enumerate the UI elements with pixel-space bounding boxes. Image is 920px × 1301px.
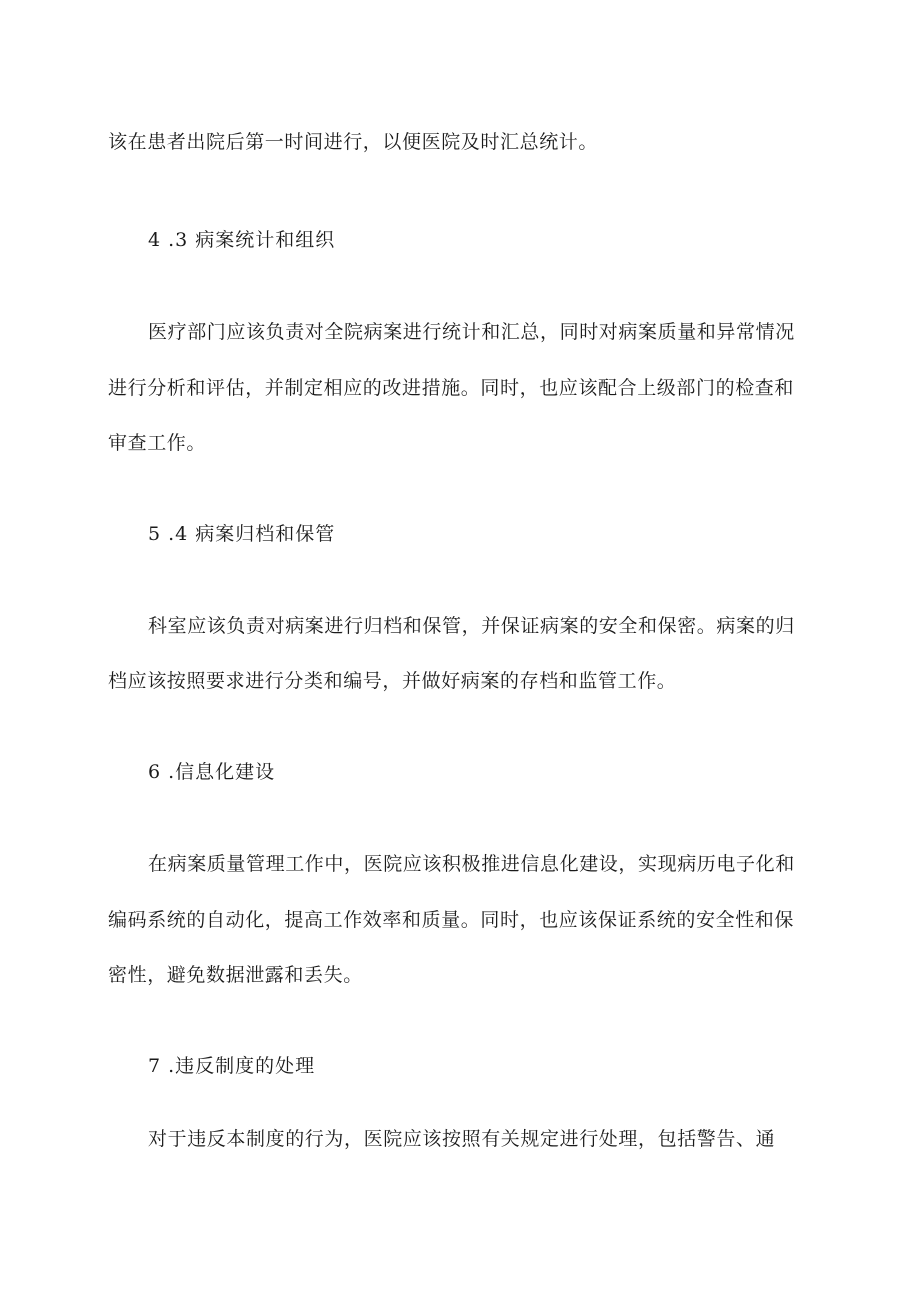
paragraph-line: 档应该按照要求进行分类和编号，并做好病案的存档和监管工作。	[108, 670, 677, 692]
section-heading-7: 7 .违反制度的处理	[148, 1055, 316, 1077]
section-heading-6: 6 .信息化建设	[148, 761, 276, 783]
section-heading-5-4: 5 .4 病案归档和保管	[148, 523, 336, 545]
paragraph-line: 在病案质量管理工作中，医院应该积极推进信息化建设，实现病历电子化和	[148, 853, 795, 875]
paragraph-line: 对于违反本制度的行为，医院应该按照有关规定进行处理，包括警告、通	[148, 1128, 776, 1150]
paragraph-line: 医疗部门应该负责对全院病案进行统计和汇总，同时对病案质量和异常情况	[148, 321, 795, 343]
paragraph-line: 密性，避免数据泄露和丢失。	[108, 964, 363, 986]
paragraph-line: 审查工作。	[108, 432, 207, 454]
paragraph-line: 该在患者出院后第一时间进行，以便医院及时汇总统计。	[108, 131, 599, 153]
paragraph-line: 科室应该负责对病案进行归档和保管，并保证病案的安全和保密。病案的归	[148, 615, 795, 637]
paragraph-line: 进行分析和评估，并制定相应的改进措施。同时，也应该配合上级部门的检查和	[108, 377, 795, 399]
section-heading-4-3: 4 .3 病案统计和组织	[148, 229, 336, 251]
paragraph-line: 编码系统的自动化，提高工作效率和质量。同时，也应该保证系统的安全性和保	[108, 909, 795, 931]
